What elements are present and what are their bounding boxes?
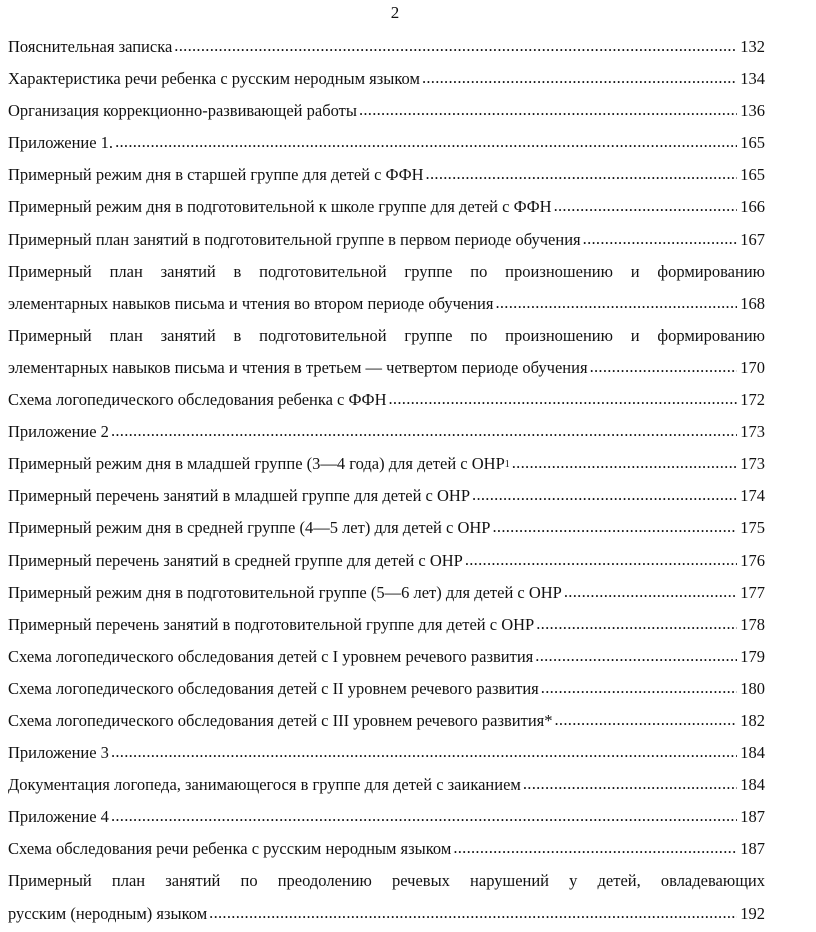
dot-leader xyxy=(495,287,737,319)
dot-leader xyxy=(453,832,737,864)
dot-leader xyxy=(174,30,737,62)
toc-entry-title: Примерный перечень занятий в младшей группе для детей с ОНР xyxy=(8,486,471,506)
toc-entry-page: 182 xyxy=(740,710,765,730)
toc-entry xyxy=(8,448,765,480)
toc-entry xyxy=(8,737,765,769)
toc-entry xyxy=(8,898,765,930)
toc-entry-title: Приложение 4 xyxy=(8,807,109,827)
toc-entry-line1: Примерный план занятий по преодолению речевых нарушений у детей, овладевающих xyxy=(8,871,765,891)
toc-entry xyxy=(8,577,765,609)
toc-entry-page: 187 xyxy=(740,839,765,859)
toc-entry-title: Примерный режим дня в подготовительной группе (5—6 лет) для детей с ОНР xyxy=(8,582,562,602)
dot-leader xyxy=(536,608,737,640)
toc-entry-page: 179 xyxy=(740,646,765,666)
toc-entry-title: Схема логопедического обследования ребенка с ФФН xyxy=(8,390,387,410)
toc-entry xyxy=(8,191,765,223)
toc-entry-page: 136 xyxy=(740,101,765,121)
toc-entry-title: Примерный перечень занятий в подготовительной группе для детей с ОНР xyxy=(8,614,535,634)
toc-entry-title: Приложение 3 xyxy=(8,743,109,763)
dot-leader xyxy=(111,415,737,447)
toc-entry-page: 134 xyxy=(740,69,765,89)
toc-entry xyxy=(8,833,765,865)
dot-leader xyxy=(583,223,738,255)
toc-entry-title: Приложение 1. xyxy=(8,133,114,153)
toc-entry-title xyxy=(8,448,510,480)
toc-entry xyxy=(8,31,765,63)
toc-entry xyxy=(8,512,765,544)
dot-leader xyxy=(554,190,738,222)
toc-entry xyxy=(8,673,765,705)
toc-entry-page: 165 xyxy=(740,133,765,153)
toc-entry-title-text: Примерный режим дня в младшей группе (3—4 года) для детей с ОНР xyxy=(8,454,505,474)
toc-entry xyxy=(8,801,765,833)
toc-entry-title: Примерный перечень занятий в средней группе для детей с ОНР xyxy=(8,550,463,570)
toc-entry-title: Примерный план занятий в подготовительной группе в первом периоде обучения xyxy=(8,229,581,249)
toc-entry-page: 167 xyxy=(740,229,765,249)
toc-entry xyxy=(8,224,765,256)
dot-leader xyxy=(590,351,738,383)
toc-entry-title: Приложение 2 xyxy=(8,422,109,442)
toc-entry xyxy=(8,352,765,384)
dot-leader xyxy=(426,158,738,190)
toc-entry-title: Организация коррекционно-развивающей работы xyxy=(8,101,357,121)
toc-entry xyxy=(8,641,765,673)
toc-entry-page: 173 xyxy=(740,422,765,442)
page-number: 2 xyxy=(390,3,400,22)
toc-entry-title: Пояснительная записка xyxy=(8,37,173,56)
dot-leader xyxy=(555,704,738,736)
toc-entry xyxy=(8,159,765,191)
toc-entry-title: Примерный режим дня в старшей группе для детей с ФФН xyxy=(8,165,424,185)
toc-entry-title: Схема обследования речи ребенка с русским неродным языком xyxy=(8,839,452,859)
toc-entry-line1: Примерный план занятий в подготовительной группе по произношению и формированию xyxy=(8,261,765,281)
toc-entry-page: 177 xyxy=(740,582,765,602)
toc-entry-page: 178 xyxy=(740,614,765,634)
dot-leader xyxy=(512,447,738,479)
toc-entry-title: Примерный режим дня в подготовительной к школе группе для детей с ФФН xyxy=(8,197,552,217)
toc-entry xyxy=(8,288,765,320)
dot-leader xyxy=(111,800,737,832)
toc-entry-title: Примерный режим дня в средней группе (4—5 лет) для детей с ОНР xyxy=(8,518,491,538)
dot-leader xyxy=(422,62,737,94)
dot-leader xyxy=(564,576,737,608)
toc-entry-title: элементарных навыков письма и чтения во втором периоде обучения xyxy=(8,293,494,313)
toc-entry-page: 172 xyxy=(740,390,765,410)
toc-entry-page: 180 xyxy=(740,678,765,698)
toc-entry-title: Схема логопедического обследования детей с I уровнем речевого развития xyxy=(8,646,534,666)
footnote-marker: 1 xyxy=(504,459,510,471)
toc-entry-title: Схема логопедического обследования детей с II уровнем речевого развития xyxy=(8,678,539,698)
dot-leader xyxy=(492,511,737,543)
toc-entry-page: 166 xyxy=(740,197,765,217)
toc-entry xyxy=(8,769,765,801)
toc-entry-title: Схема логопедического обследования детей с III уровнем речевого развития* xyxy=(8,710,553,730)
toc-entry xyxy=(8,480,765,512)
toc-entry xyxy=(8,609,765,641)
toc-entry-page: 175 xyxy=(740,518,765,538)
dot-leader xyxy=(359,94,737,126)
toc-entry-title: элементарных навыков письма и чтения в третьем — четвертом периоде обучения xyxy=(8,357,588,377)
dot-leader xyxy=(389,383,738,415)
toc-entry xyxy=(8,416,765,448)
toc-entry-page: 173 xyxy=(740,454,765,474)
toc-entry-page: 174 xyxy=(740,486,765,506)
toc-entry-page: 170 xyxy=(740,357,765,377)
toc-entry xyxy=(8,63,765,95)
toc-entry xyxy=(8,95,765,127)
table-of-contents xyxy=(8,31,765,930)
toc-entry xyxy=(8,384,765,416)
toc-entry-page: 176 xyxy=(740,550,765,570)
dot-leader xyxy=(541,672,737,704)
toc-entry xyxy=(8,127,765,159)
dot-leader xyxy=(115,126,737,158)
toc-entry-page: 168 xyxy=(740,293,765,313)
toc-entry xyxy=(8,705,765,737)
toc-entry-page: 165 xyxy=(740,165,765,185)
dot-leader xyxy=(465,544,737,576)
toc-entry xyxy=(8,545,765,577)
toc-entry-title: Характеристика речи ребенка с русским неродным языком xyxy=(8,69,420,89)
dot-leader xyxy=(523,768,737,800)
toc-entry-page: 132 xyxy=(740,37,765,56)
toc-entry-page: 187 xyxy=(740,807,765,827)
toc-entry-page: 192 xyxy=(740,903,765,923)
dot-leader xyxy=(209,897,737,929)
dot-leader xyxy=(111,736,737,768)
toc-entry-page: 184 xyxy=(740,743,765,763)
toc-entry-title: русским (неродным) языком xyxy=(8,903,208,923)
dot-leader xyxy=(472,479,737,511)
toc-entry-line1: Примерный план занятий в подготовительной группе по произношению и формированию xyxy=(8,325,765,345)
dot-leader xyxy=(535,640,737,672)
toc-entry-page: 184 xyxy=(740,775,765,795)
toc-entry-title: Документация логопеда, занимающегося в группе для детей с заиканием xyxy=(8,775,521,795)
